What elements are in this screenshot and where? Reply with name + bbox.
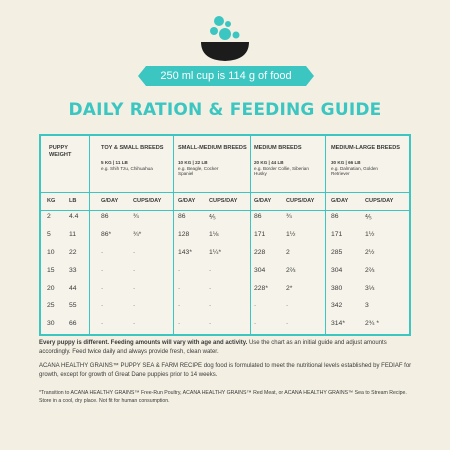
cell-cups: ¾*	[133, 231, 142, 238]
cell-cups: 2⅔	[286, 267, 296, 274]
breed-name: TOY & SMALL BREEDS	[101, 145, 164, 151]
breed-weight: 30 KG | 66 LB	[331, 160, 361, 165]
cell-lb: 66	[69, 320, 77, 327]
notes-paragraph-1	[39, 339, 419, 357]
cell-gday: -	[101, 285, 104, 292]
cell-kg: 20	[47, 285, 55, 292]
cell-gday: 171	[331, 231, 343, 238]
cell-gday: 342	[331, 302, 343, 309]
cell-gday: 86	[254, 213, 262, 220]
breed-name: SMALL-MEDIUM BREEDS	[178, 145, 247, 151]
cell-cups: 3	[365, 302, 369, 309]
col-header-cups: CUPS/DAY	[133, 198, 162, 204]
cell-cups: 2*	[286, 285, 293, 292]
puppy-weight-header: PUPPY WEIGHT	[49, 145, 72, 158]
cell-cups: -	[209, 320, 212, 327]
breed-name: MEDIUM-LARGE BREEDS	[331, 145, 400, 151]
cell-cups: 3⅓	[365, 285, 375, 292]
col-header-gday: G/DAY	[254, 198, 272, 204]
cell-gday: -	[178, 302, 181, 309]
table-divider	[41, 210, 409, 211]
cell-cups: ¾	[286, 213, 292, 220]
notes-bold: Every puppy is different. Feeding amounts will vary with age and activity.	[39, 340, 248, 346]
notes-text: Use the chart as an initial guide and adjust amounts accordingly. Feed twice daily and always provide fresh, clean water.	[39, 340, 387, 355]
cell-cups: -	[133, 249, 136, 256]
cell-cups: -	[133, 285, 136, 292]
col-header-gday: G/DAY	[331, 198, 349, 204]
col-header-cups: CUPS/DAY	[209, 198, 238, 204]
cell-gday: 86	[101, 213, 109, 220]
breed-examples: e.g. Shih Tzu, Chihuahua	[101, 166, 153, 171]
col-header-gday: G/DAY	[178, 198, 196, 204]
col-header-gday: G/DAY	[101, 198, 119, 204]
col-header-kg: KG	[47, 198, 56, 204]
cell-cups: 1½	[286, 231, 296, 238]
cell-cups: 2¾ *	[365, 320, 379, 327]
cell-lb: 4.4	[69, 213, 79, 220]
bowl-icon	[0, 0, 450, 70]
col-header-cups: CUPS/DAY	[286, 198, 315, 204]
cell-kg: 30	[47, 320, 55, 327]
cell-cups: 1¼*	[209, 249, 222, 256]
cell-gday: -	[178, 267, 181, 274]
table-divider	[250, 136, 251, 334]
cell-lb: 11	[69, 231, 77, 238]
breed-name: MEDIUM BREEDS	[254, 145, 302, 151]
cell-gday: 380	[331, 285, 343, 292]
cell-cups: -	[133, 302, 136, 309]
col-header-cups: CUPS/DAY	[365, 198, 394, 204]
cell-gday: 304	[331, 267, 343, 274]
cell-cups: ⅘	[209, 214, 216, 221]
table-divider	[173, 136, 174, 334]
cell-gday: 228*	[254, 285, 268, 292]
cell-kg: 5	[47, 231, 51, 238]
cell-gday: -	[254, 302, 257, 309]
cell-cups: -	[209, 267, 212, 274]
cell-gday: -	[101, 249, 104, 256]
cell-cups: -	[133, 320, 136, 327]
cell-lb: 33	[69, 267, 77, 274]
table-divider	[89, 136, 90, 334]
breed-weight: 5 KG | 11 LB	[101, 160, 128, 165]
cell-cups: -	[133, 267, 136, 274]
notes-footnote: *Transition to ACANA HEALTHY GRAINS™ Free-Run Poultry, ACANA HEALTHY GRAINS™ Red Meat, or ACANA HEALTHY GRAINS™ Sea to Stream Recipe. Store in a cool, dry place. Not fit for human consumption.	[39, 390, 407, 404]
cell-cups: -	[286, 320, 289, 327]
col-header-lb: LB	[69, 198, 77, 204]
cell-gday: 285	[331, 249, 343, 256]
breed-examples: e.g. Beagle, Cocker Spaniel	[178, 166, 219, 177]
cell-cups: 2½	[365, 249, 375, 256]
cell-lb: 55	[69, 302, 77, 309]
cell-gday: 86	[178, 213, 186, 220]
notes-paragraph-2: ACANA HEALTHY GRAINS™ PUPPY SEA & FARM RECIPE dog food is formulated to meet the nutritional levels established by FEDIAF for growth, except for growth of Great Dane puppies prior to 14 weeks.	[39, 363, 412, 378]
table-divider	[325, 136, 326, 334]
breed-weight: 10 KG | 22 LB	[178, 160, 208, 165]
cell-gday: 228	[254, 249, 266, 256]
cell-lb: 22	[69, 249, 77, 256]
cell-cups: -	[209, 302, 212, 309]
breed-weight: 20 KG | 44 LB	[254, 160, 284, 165]
cell-gday: 171	[254, 231, 266, 238]
bowl-illustration	[0, 0, 450, 70]
cell-kg: 10	[47, 249, 55, 256]
cell-gday: -	[101, 267, 104, 274]
cell-cups: -	[209, 285, 212, 292]
cell-gday: 86	[331, 213, 339, 220]
cell-kg: 15	[47, 267, 55, 274]
cell-kg: 2	[47, 213, 51, 220]
cell-lb: 44	[69, 285, 77, 292]
cell-gday: -	[101, 320, 104, 327]
cell-cups: -	[286, 302, 289, 309]
cell-gday: 314*	[331, 320, 345, 327]
cell-gday: -	[178, 320, 181, 327]
cell-gday: -	[254, 320, 257, 327]
cell-gday: -	[101, 302, 104, 309]
cell-gday: -	[178, 285, 181, 292]
table-divider	[41, 192, 409, 193]
cell-cups: 1⅛	[209, 231, 219, 238]
cell-cups: ⅘	[365, 214, 372, 221]
cell-cups: 1½	[365, 231, 375, 238]
feeding-table	[39, 134, 411, 336]
cell-gday: 304	[254, 267, 266, 274]
cell-gday: 86*	[101, 231, 112, 238]
cell-cups: ¾	[133, 213, 139, 220]
page-title: DAILY RATION & FEEDING GUIDE	[68, 100, 382, 120]
cell-gday: 128	[178, 231, 190, 238]
cell-gday: 143*	[178, 249, 192, 256]
cell-cups: 2⅔	[365, 267, 375, 274]
cell-kg: 25	[47, 302, 55, 309]
cup-size-banner: 250 ml cup is 114 g of food	[146, 66, 306, 86]
breed-examples: e.g. Border Collie, Siberian Husky	[254, 166, 309, 177]
breed-examples: e.g. Dalmatian, Golden Retriever	[331, 166, 378, 177]
cell-cups: 2	[286, 249, 290, 256]
